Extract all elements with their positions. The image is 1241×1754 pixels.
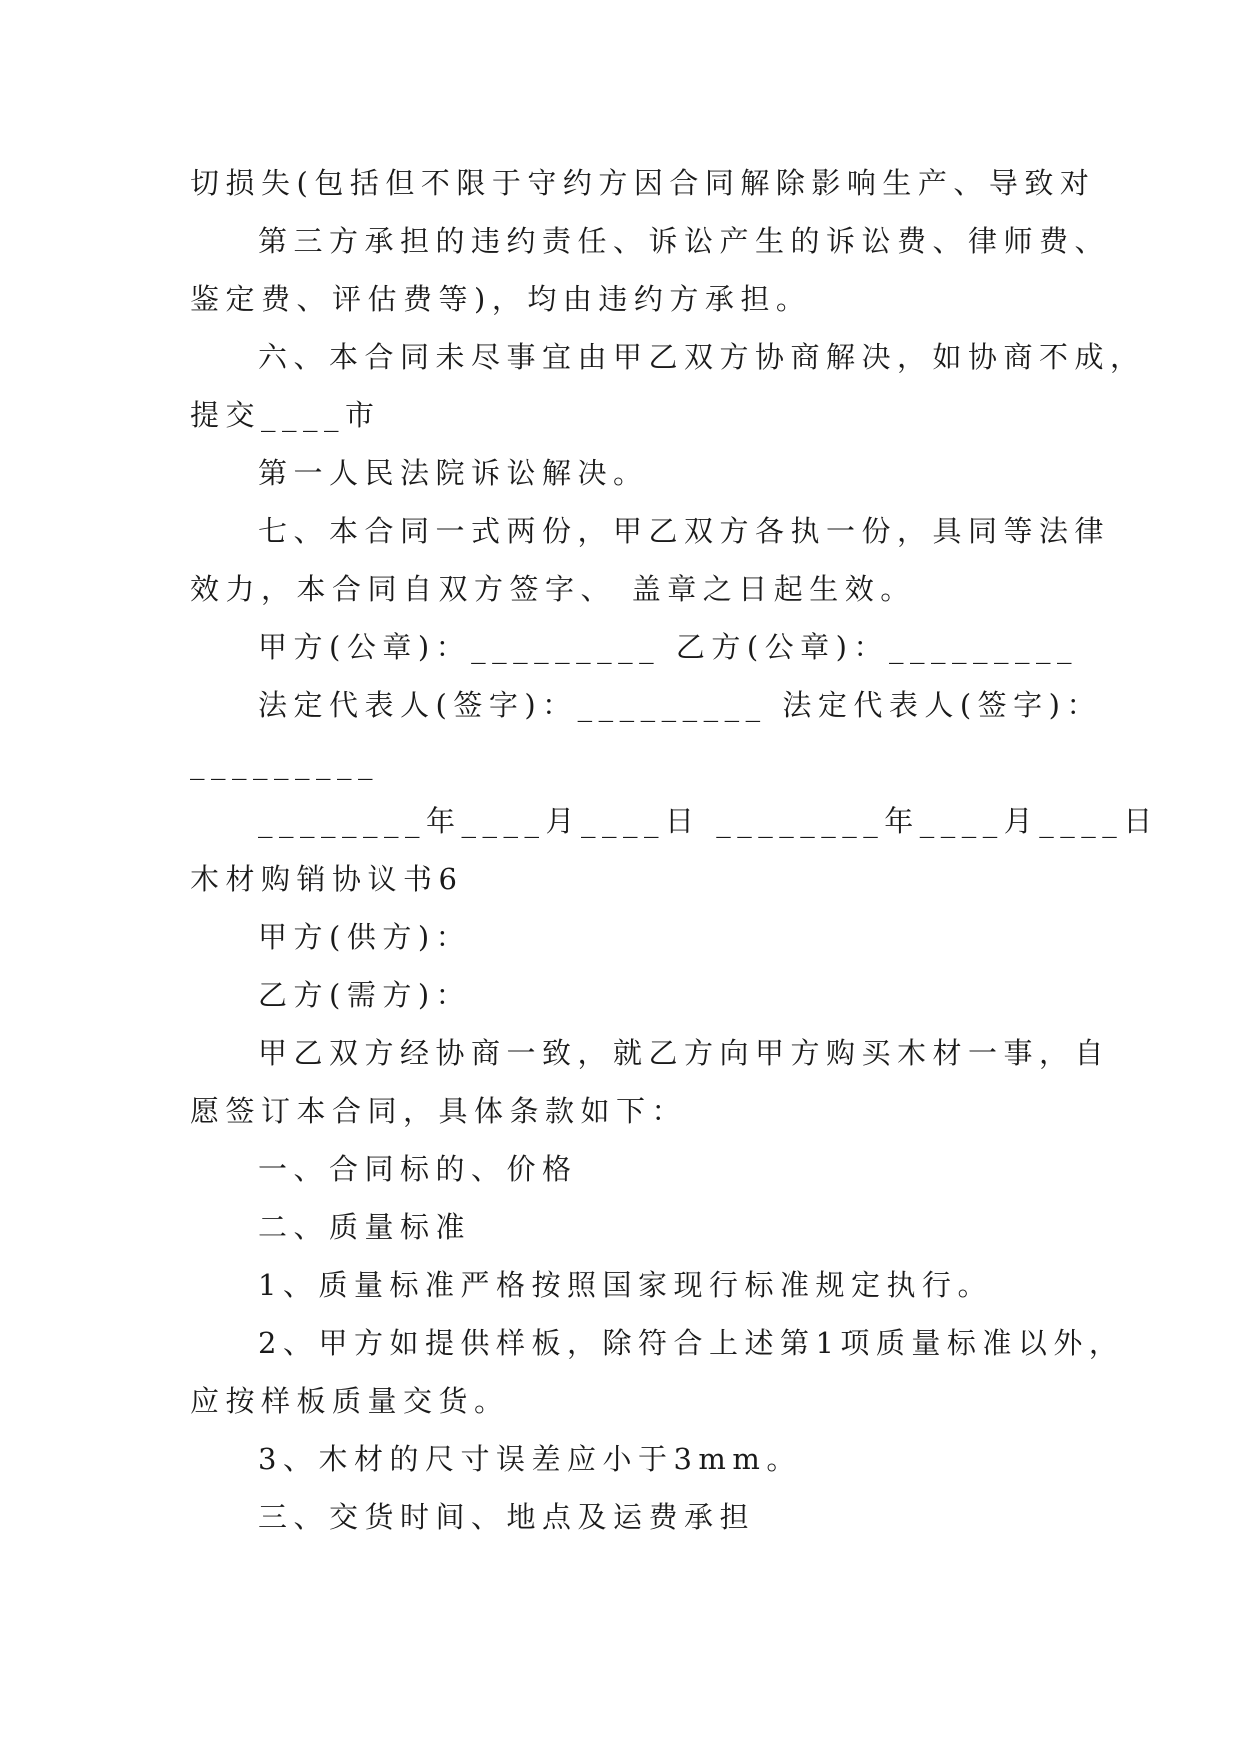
- text-line: 提交____市: [190, 398, 381, 432]
- text-line: 六、本合同未尽事宜由甲乙双方协商解决，如协商不成，: [258, 340, 1146, 374]
- signature-line: 法定代表人(签字)：_________ 法定代表人(签字)：: [258, 688, 1102, 722]
- clause-heading: 一、合同标的、价格: [258, 1152, 578, 1186]
- party-b-line: 乙方(需方)：: [258, 978, 472, 1012]
- clause-item: 3、木材的尺寸误差应小于3mm。: [258, 1442, 802, 1476]
- text-line: 甲乙双方经协商一致，就乙方向甲方购买木材一事，自: [258, 1036, 1111, 1070]
- text-line: 应按样板质量交货。: [190, 1384, 510, 1418]
- section-title: 木材购销协议书6: [190, 862, 464, 896]
- text-line: 效力，本合同自双方签字、 盖章之日起生效。: [190, 572, 916, 606]
- text-line: 切损失(包括但不限于守约方因合同解除影响生产、导致对: [190, 166, 1096, 200]
- clause-heading: 二、质量标准: [258, 1210, 472, 1244]
- clause-item: 2、甲方如提供样板，除符合上述第1项质量标准以外，: [258, 1326, 1125, 1360]
- party-a-line: 甲方(供方)：: [258, 920, 472, 954]
- clause-heading: 三、交货时间、地点及运费承担: [258, 1500, 756, 1534]
- text-line: 七、本合同一式两份，甲乙双方各执一份，具同等法律: [258, 514, 1111, 548]
- text-line: 鉴定费、评估费等)，均由违约方承担。: [190, 282, 812, 316]
- text-line: 愿签订本合同，具体条款如下：: [190, 1094, 688, 1128]
- text-line: 第三方承担的违约责任、诉讼产生的诉讼费、律师费、: [258, 224, 1111, 258]
- text-line: 第一人民法院诉讼解决。: [258, 456, 649, 490]
- signature-line: 甲方(公章)：_________ 乙方(公章)：_________: [258, 630, 1078, 664]
- date-line: ________年____月____日 ________年____月____日: [258, 804, 1159, 838]
- signature-blank: _________: [190, 746, 379, 780]
- clause-item: 1、质量标准严格按照国家现行标准规定执行。: [258, 1268, 993, 1302]
